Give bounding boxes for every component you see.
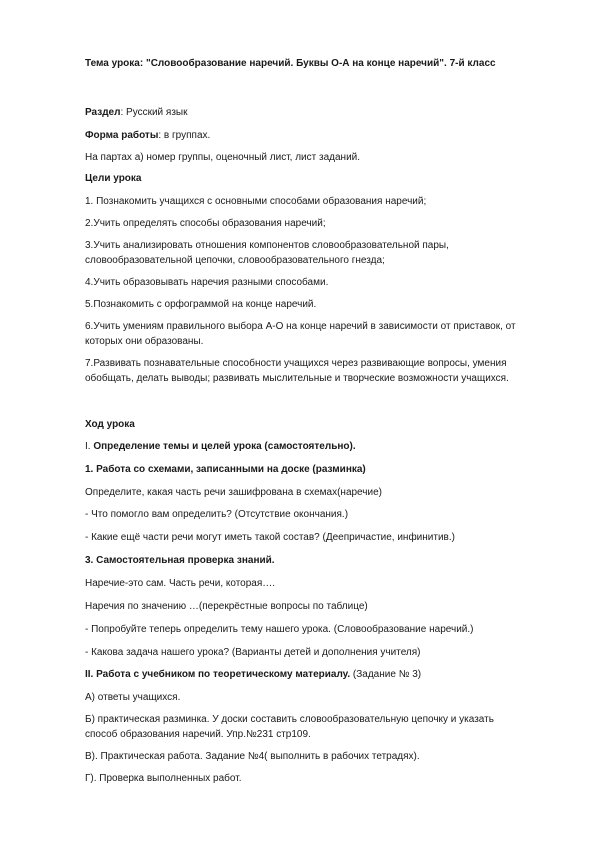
stage-1-text: Определение темы и целей урока (самостоятельно). bbox=[93, 441, 356, 452]
section-label: Раздел bbox=[85, 107, 121, 118]
section-line bbox=[85, 106, 543, 120]
section-value: : Русский язык bbox=[120, 107, 188, 118]
goal-line: словообразовательной цепочки, словообразовательного гнезда; bbox=[85, 255, 385, 266]
goal-line: 2.Учить определять способы образования наречий; bbox=[85, 218, 326, 229]
goal-line: 4.Учить образовывать наречия разными способами. bbox=[85, 277, 329, 288]
goal-line: обобщать, делать выводы; развивать мыслительные и творческие возможности учащихся. bbox=[85, 373, 509, 384]
stage-3-line: - Какова задача нашего урока? (Варианты детей и дополнения учителя) bbox=[85, 647, 421, 658]
stage-1-prefix: I. bbox=[85, 441, 94, 452]
course-heading: Ход урока bbox=[85, 419, 135, 430]
goal-line: 7.Развивать познавательные способности учащихся через развивающие вопросы, умения bbox=[85, 358, 507, 369]
stage-3-line: Наречие-это сам. Часть речи, которая…. bbox=[85, 578, 276, 589]
stage-2-item: В). Практическая работа. Задание №4( выполнить в рабочих тетрадях). bbox=[85, 751, 420, 762]
stage-2-normal: (Задание № 3) bbox=[350, 669, 422, 680]
goal-line: 5.Познакомить с орфограммой на конце наречий. bbox=[85, 299, 317, 310]
stage-1-1-heading: 1. Работа со схемами, записанными на доске (разминка) bbox=[85, 464, 366, 475]
lesson-title: Тема урока: "Словообразование наречий. Буквы О-А на конце наречий". 7-й класс bbox=[85, 58, 496, 69]
stage-2-item: Б) практическая разминка. У доски составить словообразовательную цепочку и указать bbox=[85, 714, 494, 725]
goal-line: 3.Учить анализировать отношения компонентов словообразовательной пары, bbox=[85, 240, 449, 251]
stage-1-1-line: - Что помогло вам определить? (Отсутствие окончания.) bbox=[85, 509, 349, 520]
stage-1-heading bbox=[85, 440, 543, 454]
stage-2-item: способ образования наречий. Упр.№231 стр109. bbox=[85, 729, 311, 740]
stage-2-bold: II. Работа с учебником по теоретическому материалу. bbox=[85, 669, 351, 680]
goal-line: которых они образованы. bbox=[85, 336, 204, 347]
work-form-value: : в группах. bbox=[158, 130, 211, 141]
stage-2-item: А) ответы учащихся. bbox=[85, 692, 181, 703]
work-form-label: Форма работы bbox=[85, 130, 159, 141]
stage-1-1-line: Определите, какая часть речи зашифрована в схемах(наречие) bbox=[85, 487, 382, 498]
desks-line: На партах а) номер группы, оценочный лист, лист заданий. bbox=[85, 152, 361, 163]
stage-3-heading: 3. Самостоятельная проверка знаний. bbox=[85, 555, 275, 566]
goal-line: 1. Познакомить учащихся с основными способами образования наречий; bbox=[85, 196, 427, 207]
goals-heading: Цели урока bbox=[85, 173, 142, 184]
stage-2-heading bbox=[85, 668, 543, 682]
stage-1-1-line: - Какие ещё части речи могут иметь такой состав? (Деепричастие, инфинитив.) bbox=[85, 532, 455, 543]
stage-3-line: - Попробуйте теперь определить тему нашего урока. (Словообразование наречий.) bbox=[85, 624, 474, 635]
stage-2-item: Г). Проверка выполненных работ. bbox=[85, 773, 242, 784]
stage-3-line: Наречия по значению …(перекрёстные вопросы по таблице) bbox=[85, 601, 368, 612]
work-form-line bbox=[85, 129, 543, 143]
goal-line: 6.Учить умениям правильного выбора А-О на конце наречий в зависимости от приставок, от bbox=[85, 321, 516, 332]
